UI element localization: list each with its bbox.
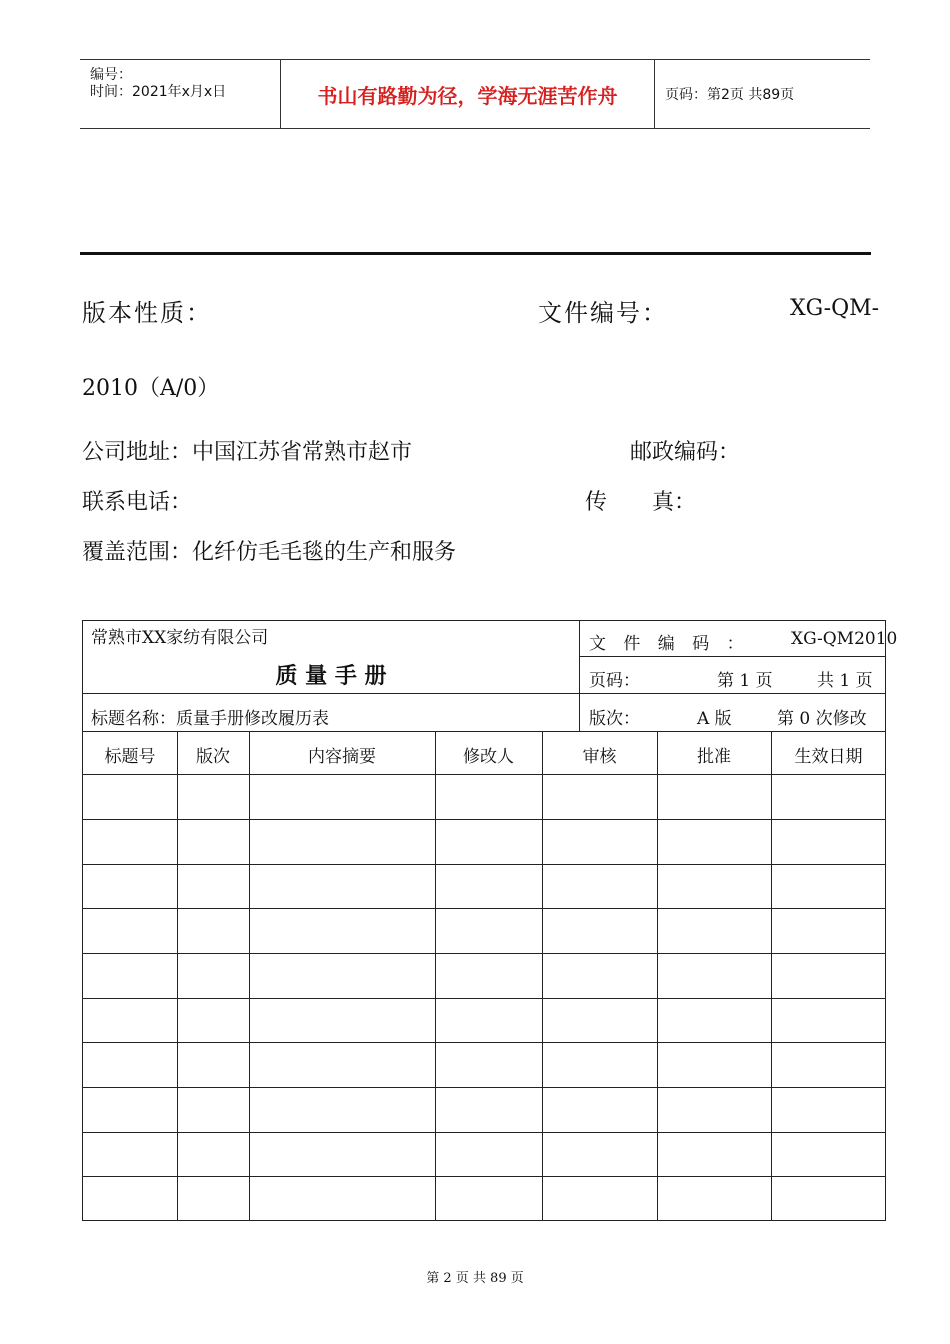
manual-title: 质 量 手 册 xyxy=(275,664,387,689)
page-header xyxy=(80,59,870,129)
fax-label-char2: 真： xyxy=(652,490,697,515)
col-header-edition: 版次 xyxy=(196,747,230,767)
edition-label: 版次： xyxy=(589,709,640,729)
table-row xyxy=(83,1087,886,1088)
header-motto: 书山有路勤为径，学海无涯苦作舟 xyxy=(281,60,655,128)
col-header-review: 审核 xyxy=(582,747,617,767)
page-total: 共 1 页 xyxy=(817,671,873,691)
revision-table xyxy=(82,620,898,1221)
version-label: 版本性质： xyxy=(82,299,212,327)
table-row xyxy=(83,953,886,954)
table-subject: 标题名称：质量手册修改履历表 xyxy=(91,709,329,729)
phone-label: 联系电话： xyxy=(82,490,193,515)
page-footer: 第 2 页 共 89 页 xyxy=(426,1271,524,1286)
table-row xyxy=(83,1042,886,1043)
col-header-modifier: 修改人 xyxy=(463,747,514,767)
table-row xyxy=(83,1176,886,1177)
table-row xyxy=(83,819,886,820)
scope-text: 覆盖范围：化纤仿毛毛毯的生产和服务 xyxy=(82,540,457,565)
company-name: 常熟市XX家纺有限公司 xyxy=(91,628,269,648)
col-header-effective-date: 生效日期 xyxy=(794,747,863,767)
file-code-value: XG-QM2010 xyxy=(791,629,898,649)
col-header-title-no: 标题号 xyxy=(104,747,156,767)
col-header-summary: 内容摘要 xyxy=(308,747,376,767)
file-no-part1: XG-QM- xyxy=(790,296,880,321)
table-row xyxy=(83,998,886,999)
table-row xyxy=(83,1132,886,1133)
file-no-label: 文件编号： xyxy=(538,299,668,327)
col-header-approve: 批准 xyxy=(697,747,731,767)
table-row xyxy=(83,774,886,775)
file-no-part2: 2010（A/0） xyxy=(82,376,220,401)
revision-count: 第 0 次修改 xyxy=(777,709,867,729)
header-meta xyxy=(80,60,281,128)
file-code-label: 文 件 编 码 ： xyxy=(589,634,750,654)
table-row xyxy=(83,908,886,909)
title-rule xyxy=(80,252,871,255)
header-page-info: 页码：第2页 共89页 xyxy=(665,87,795,103)
fax-label-char1: 传 xyxy=(585,490,608,515)
table-row xyxy=(83,864,886,865)
page-label: 页码： xyxy=(589,671,640,691)
page-current: 第 1 页 xyxy=(717,671,773,691)
postcode-label: 邮政编码： xyxy=(630,440,741,465)
company-address: 公司地址：中国江苏省常熟市赵市 xyxy=(82,440,413,465)
doc-code-label: 编号： xyxy=(90,67,132,83)
doc-date: 时间：2021年x月x日 xyxy=(90,84,227,100)
edition-value: A 版 xyxy=(697,709,732,729)
